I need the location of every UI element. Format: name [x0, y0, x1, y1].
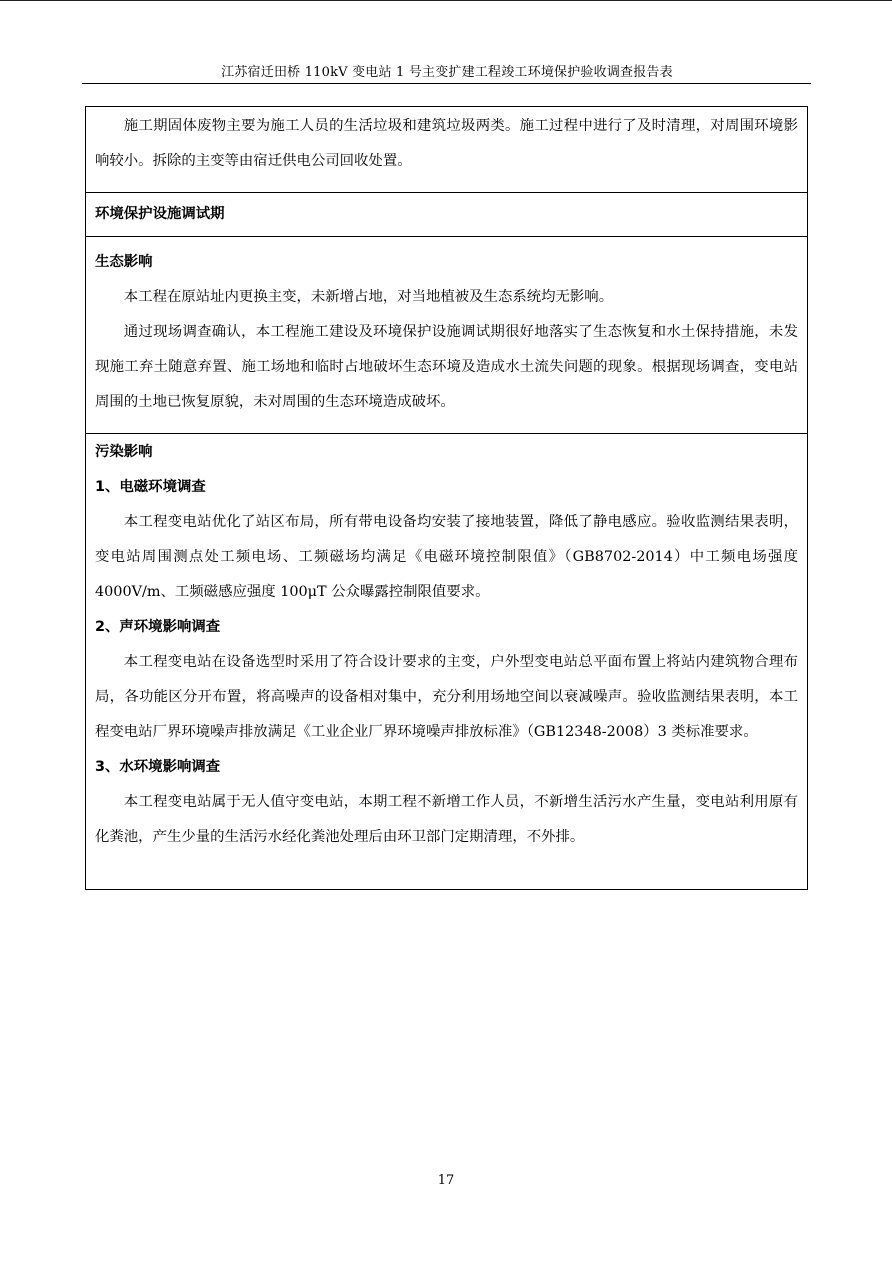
commissioning-cell — [86, 193, 807, 237]
commissioning-heading: 环境保护设施调试期 — [95, 206, 225, 222]
report-header-title: 江苏宿迁田桥 110kV 变电站 1 号主变扩建工程竣工环境保护验收调查报告表 — [221, 65, 673, 80]
report-table — [85, 106, 808, 890]
page-number: 17 — [437, 1173, 455, 1188]
noise-survey-paragraph: 本工程变电站在设备选型时采用了符合设计要求的主变，户外型变电站总平面布置上将站内建筑物合理布局，各功能区分开布置，将高噪声的设备相对集中，充分利用场地空间以衰减噪声。验收监测结果表明，本工程变电站厂界环境噪声排放满足《工业企业厂界环境噪声排放标准》（GB12348-2008）3 类标准要求。 — [95, 654, 798, 740]
solid-waste-paragraph: 施工期固体废物主要为施工人员的生活垃圾和建筑垃圾两类。施工过程中进行了及时清理，对周围环境影响较小。拆除的主变等由宿迁供电公司回收处置。 — [95, 118, 798, 169]
solid-waste-cell — [86, 107, 807, 193]
page-top-border — [0, 0, 892, 1]
em-survey-paragraph: 本工程变电站优化了站区布局，所有带电设备均安装了接地装置，降低了静电感应。验收监测结果表明，变电站周围测点处工频电场、工频磁场均满足《电磁环境控制限值》（GB8702-2014）中工频电场强度 4000V/m、工频磁感应强度 100μT 公众曝露控制限值要求。 — [95, 514, 798, 600]
ecology-paragraph-1: 本工程在原站址内更换主变，未新增占地，对当地植被及生态系统均无影响。 — [123, 289, 614, 305]
ecology-paragraph-2: 通过现场调查确认，本工程施工建设及环境保护设施调试期很好地落实了生态恢复和水土保持措施，未发现施工弃土随意弃置、施工场地和临时占地破坏生态环境及造成水土流失问题的现象。根据现场调查，变电站周围的土地已恢复原貌，未对周围的生态环境造成破坏。 — [95, 324, 798, 410]
ecology-cell — [86, 237, 807, 434]
pollution-cell — [86, 434, 807, 891]
water-survey-paragraph: 本工程变电站属于无人值守变电站，本期工程不新增工作人员，不新增生活污水产生量，变电站利用原有化粪池，产生少量的生活污水经化粪池处理后由环卫部门定期清理，不外排。 — [95, 794, 798, 845]
header-rule — [82, 83, 811, 84]
ecology-heading: 生态影响 — [95, 254, 153, 270]
em-survey-heading: 1、电磁环境调查 — [95, 479, 206, 495]
pollution-heading: 污染影响 — [95, 444, 153, 460]
noise-survey-heading: 2、声环境影响调查 — [95, 619, 221, 635]
water-survey-heading: 3、水环境影响调查 — [95, 759, 221, 775]
